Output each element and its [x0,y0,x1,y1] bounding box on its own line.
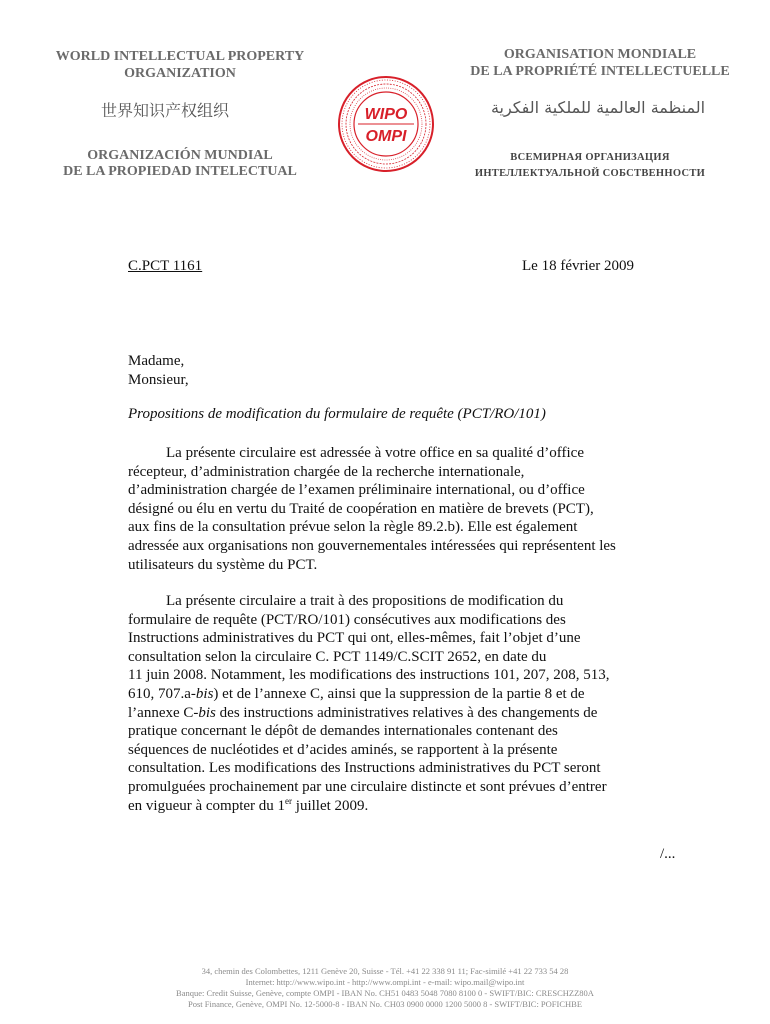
letter-date: Le 18 février 2009 [522,258,635,274]
seal-text-wipo: WIPO [364,106,408,123]
wipo-seal-logo [336,74,436,174]
org-name-arabic: المنظمة العالمية للملكية الفكرية [490,98,706,117]
org-name-french: ORGANISATION MONDIALE DE LA PROPRIÉTÉ INTELLECTUELLE [470,47,730,79]
seal-text-ompi: OMPI [365,128,407,145]
org-name-russian: ВСЕМИРНАЯ ОРГАНИЗАЦИЯ ИНТЕЛЛЕКТУАЛЬНОЙ СОБСТВЕННОСТИ [474,152,706,179]
paragraph-2: La présente circulaire a trait à des propositions de modification du formulaire de requête (PCT/RO/101) consécutives aux modifications des Instructions administratives du PCT qui ont, elles-mêmes, fait l’objet d’une consultation selon la circulaire C. PCT 1149/C.SCIT 2652, en date du 11 juin 2008. Notamment, les modifications des instructions 101, 207, 208, 513, 610, 707.a-bis) et de l’annexe C, ainsi que la suppression de la partie 8 et de l’annexe C-bis des instructions administratives relatives à des changements de pratique concernant le dépôt de demandes internationales contenant des séquences de nucléotides et d’acides aminés, se rapportent à la présente consultation. Les modifications des Instructions administratives du PCT seront promulguées prochainement par une circulaire distincte et sont prévues d’entrer en vigueur à compter du 1er juillet 2009. [128,593,610,814]
org-name-spanish: ORGANIZACIÓN MUNDIAL DE LA PROPIEDAD INTELECTUAL [63,148,297,179]
paragraph-1: La présente circulaire est adressée à votre office en sa qualité d’office récepteur, d’administration chargée de la recherche internationale, d’administration chargée de l’examen préliminaire international, ou d’office désigné ou élu en vertu du Traité de coopération en matière de brevets (PCT), aux fins de la consultation prévue selon la règle 89.2.b). Elle est également adressée aux organisations non gouvernementales intéressées qui représentent les utilisateurs du système du PCT. [128,445,616,573]
address-footer: 34, chemin des Colombettes, 1211 Genève 20, Suisse - Tél. +41 22 338 91 11; Fac-similé +41 22 733 54 28 Internet: http://www.wipo.int - http://www.ompi.int - e-mail: wipo.mail@wipo.int Banque: Credit Suisse, Genève, compte OMPI - IBAN No. CH51 0483 5048 7080 8100 0 - SWIFT/BIC: CRESCHZZ80A Post Finance, Genève, OMPI No. 12-5000-8 - IBAN No. CH03 0900 0000 1200 5000 8 - SWIFT/BIC: POFICHBE [176,966,594,1009]
org-name-english: WORLD INTELLECTUAL PROPERTY ORGANIZATION [55,49,305,81]
continuation-mark: /... [660,846,676,862]
circular-reference: C.PCT 1161 [128,258,203,274]
letter-subject: Propositions de modification du formulaire de requête (PCT/RO/101) [128,406,546,422]
org-name-chinese: 世界知识产权组织 [100,101,229,120]
salutation: Madame, Monsieur, [128,353,189,388]
